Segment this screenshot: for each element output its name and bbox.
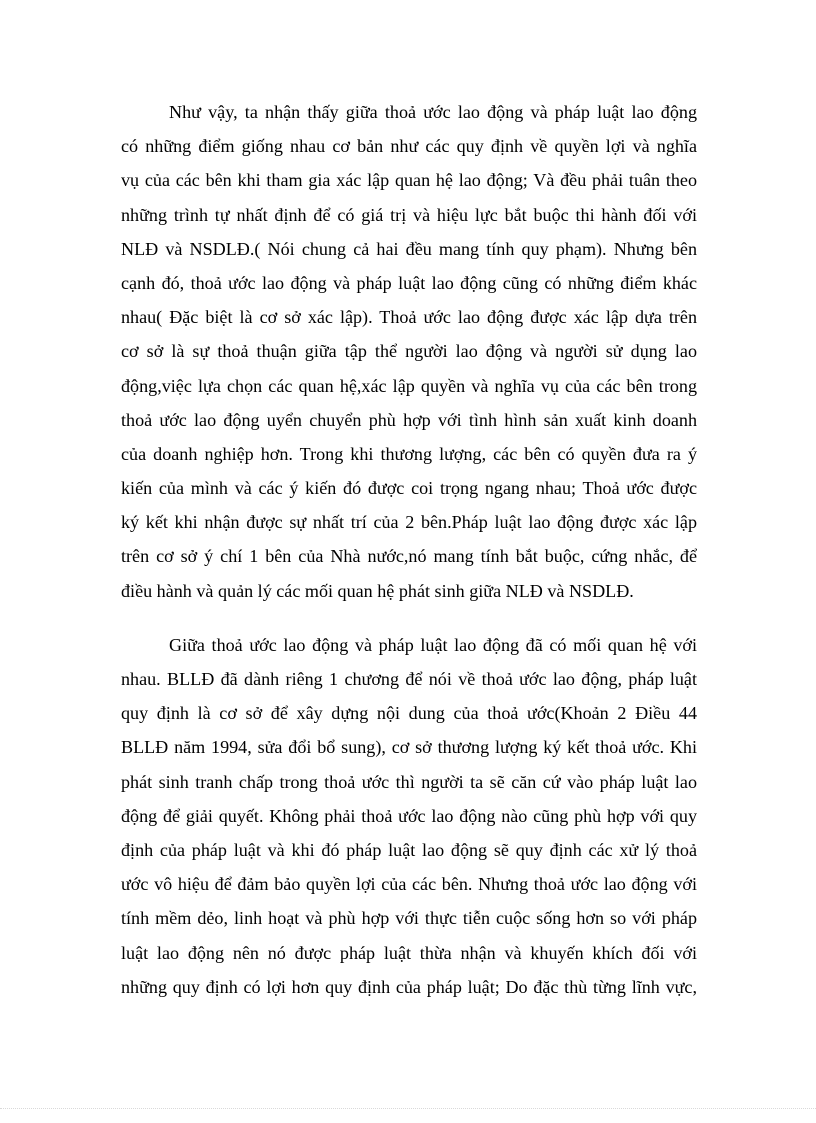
text-line: ước vô hiệu để đảm bảo quyền lợi của các bên. Nhưng thoả ước lao động với — [121, 874, 697, 895]
text-line: BLLĐ năm 1994, sửa đổi bổ sung), cơ sở thương lượng ký kết thoả ước. Khi — [121, 737, 697, 758]
text-line: luật lao động nên nó được pháp luật thừa nhận và khuyến khích đối với — [121, 942, 697, 963]
text-line: thoả ước lao động uyển chuyển phù hợp với tình hình sản xuất kinh doanh — [121, 409, 697, 430]
text-line: trên cơ sở ý chí 1 bên của Nhà nước,nó mang tính bắt buộc, cứng nhắc, để — [121, 546, 697, 567]
text-line: cạnh đó, thoả ước lao động và pháp luật lao động cũng có những điểm khác — [121, 272, 697, 293]
text-line: NLĐ và NSDLĐ.( Nói chung cả hai đều mang tính quy phạm). Nhưng bên — [121, 238, 697, 259]
text-line: nhau. BLLĐ đã dành riêng 1 chương để nói về thoả ước lao động, pháp luật — [121, 669, 697, 689]
paragraph-spacer — [121, 608, 697, 628]
text-line: quy định là cơ sở để xây dựng nội dung của thoả ước(Khoản 2 Điều 44 — [121, 703, 697, 724]
text-line: Như vậy, ta nhận thấy giữa thoả ước lao động và pháp luật lao động — [169, 102, 697, 122]
text-line: Giữa thoả ước lao động và pháp luật lao động đã có mối quan hệ với — [169, 634, 697, 655]
document-body — [121, 95, 697, 1004]
text-line: có những điểm giống nhau cơ bản như các quy định về quyền lợi và nghĩa — [121, 136, 697, 157]
text-line: định của pháp luật và khi đó pháp luật lao động sẽ quy định các xử lý thoả — [121, 839, 697, 860]
text-line: cơ sở là sự thoả thuận giữa tập thể người lao động và người sử dụng lao — [121, 341, 697, 362]
text-line: những trình tự nhất định để có giá trị và hiệu lực bắt buộc thi hành đối với — [121, 204, 697, 225]
paragraph-1 — [121, 95, 697, 608]
text-line: động,việc lựa chọn các quan hệ,xác lập quyền và nghĩa vụ của các bên trong — [121, 375, 697, 396]
text-line: tính mềm dẻo, linh hoạt và phù hợp với thực tiễn cuộc sống hơn so với pháp — [121, 908, 697, 929]
page-bottom-rule — [0, 1108, 816, 1109]
paragraph-2 — [121, 628, 697, 1004]
text-line: những quy định có lợi hơn quy định của pháp luật; Do đặc thù từng lĩnh vực, — [121, 976, 697, 997]
text-line: kiến của mình và các ý kiến đó được coi trọng ngang nhau; Thoả ước được — [121, 478, 697, 499]
text-line: nhau( Đặc biệt là cơ sở xác lập). Thoả ước lao động được xác lập dựa trên — [121, 307, 697, 328]
text-line: phát sinh tranh chấp trong thoả ước thì người ta sẽ căn cứ vào pháp luật lao — [121, 771, 697, 792]
text-line: điều hành và quản lý các mối quan hệ phát sinh giữa NLĐ và NSDLĐ. — [121, 580, 634, 601]
text-line: vụ của các bên khi tham gia xác lập quan hệ lao động; Và đều phải tuân theo — [121, 170, 697, 191]
text-line: động để giải quyết. Không phải thoả ước lao động nào cũng phù hợp với quy — [121, 805, 697, 826]
text-line: của doanh nghiệp hơn. Trong khi thương lượng, các bên có quyền đưa ra ý — [121, 443, 697, 464]
text-line: ký kết khi nhận được sự nhất trí của 2 bên.Pháp luật lao động được xác lập — [121, 512, 697, 533]
